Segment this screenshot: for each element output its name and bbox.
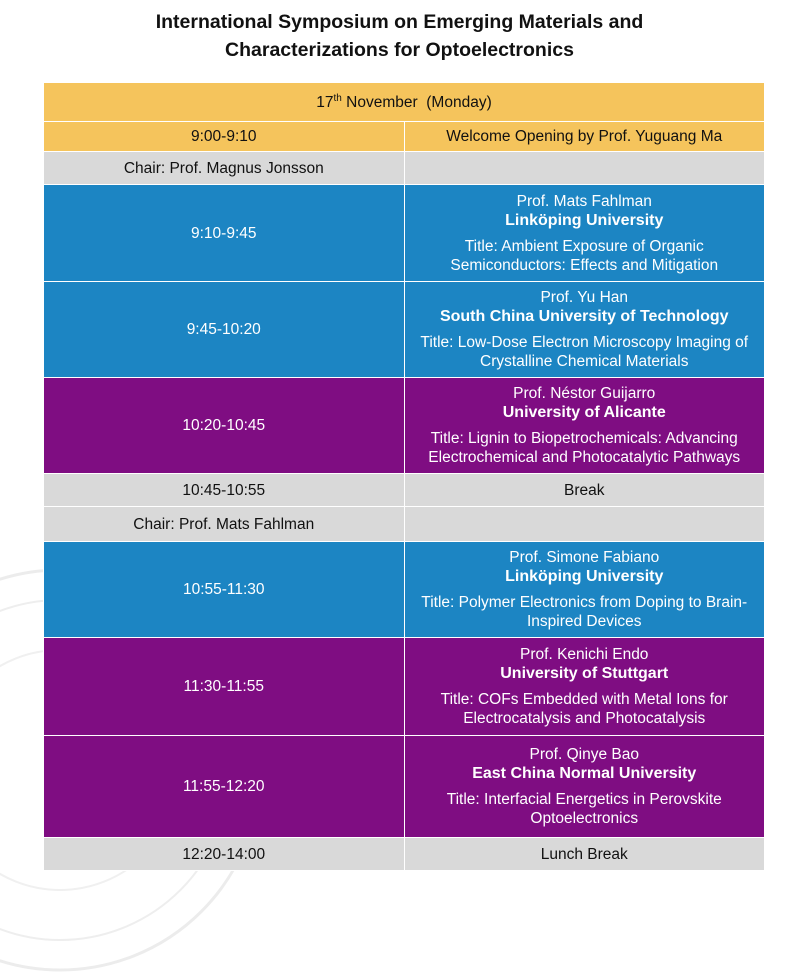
speaker-name: Prof. Mats Fahlman [516,192,652,210]
chair-row [44,507,765,542]
empty-cell [404,152,765,185]
speaker-institution: University of Alicante [502,404,666,421]
talk-row [44,638,765,736]
chair-row [44,152,765,185]
opening-row [44,122,765,152]
talk-row [44,542,765,638]
time-cell: 9:00-9:10 [44,122,405,152]
schedule-table [43,82,765,871]
speaker-name: Prof. Simone Fabiano [509,549,660,566]
time-cell: 9:45-10:20 [44,282,405,378]
day-number: 17 [316,93,334,111]
talk-cell [404,542,765,638]
talk-cell [404,185,765,282]
talk-cell [404,736,765,838]
speaker-institution: South China University of Technology [439,308,729,325]
page-title [0,8,799,64]
time-cell: 11:55-12:20 [44,736,405,838]
time-cell: 10:20-10:45 [44,378,405,474]
break-row [44,474,765,507]
talk-row [44,185,765,282]
speaker-institution: Linköping University [505,211,664,229]
event-cell: Welcome Opening by Prof. Yuguang Ma [404,122,765,152]
speaker-name: Prof. Kenichi Endo [520,646,649,663]
chair-cell: Chair: Prof. Magnus Jonsson [44,152,405,185]
talk-title: Title: Polymer Electronics from Doping to Brain-Inspired Devices [421,594,748,630]
talk-title: Title: Ambient Exposure of Organic Semiconductors: Effects and Mitigation [450,237,719,274]
speaker-institution: East China Normal University [472,765,697,782]
time-cell: 12:20-14:00 [44,838,405,871]
talk-title: Title: COFs Embedded with Metal Ions for Electrocatalysis and Photocatalysis [440,691,728,727]
chair-cell: Chair: Prof. Mats Fahlman [44,507,405,542]
day-row [44,83,765,122]
event-cell: Break [404,474,765,507]
speaker-name: Prof. Yu Han [540,289,629,306]
title-line-1: International Symposium on Emerging Materials and [155,11,644,33]
day-suffix: th [333,92,342,104]
talk-title: Title: Interfacial Energetics in Perovskite Optoelectronics [446,791,722,827]
time-cell: 10:45-10:55 [44,474,405,507]
time-cell: 9:10-9:45 [44,185,405,282]
speaker-name: Prof. Néstor Guijarro [513,385,656,402]
event-cell: Lunch Break [404,838,765,871]
empty-cell [404,507,765,542]
speaker-institution: University of Stuttgart [500,665,669,682]
lunch-row [44,838,765,871]
title-line-2: Characterizations for Optoelectronics [225,39,574,61]
time-cell: 11:30-11:55 [44,638,405,736]
talk-row [44,378,765,474]
talk-title: Title: Lignin to Biopetrochemicals: Advancing Electrochemical and Photocatalytic Pathways [428,430,741,466]
talk-cell [404,378,765,474]
talk-cell [404,282,765,378]
day-label: November (Monday) [341,93,492,111]
talk-cell [404,638,765,736]
speaker-institution: Linköping University [505,568,664,585]
time-cell: 10:55-11:30 [44,542,405,638]
talk-row [44,282,765,378]
talk-row [44,736,765,838]
speaker-name: Prof. Qinye Bao [529,746,639,763]
day-heading [44,83,765,122]
talk-title: Title: Low-Dose Electron Microscopy Imaging of Crystalline Chemical Materials [420,334,749,370]
